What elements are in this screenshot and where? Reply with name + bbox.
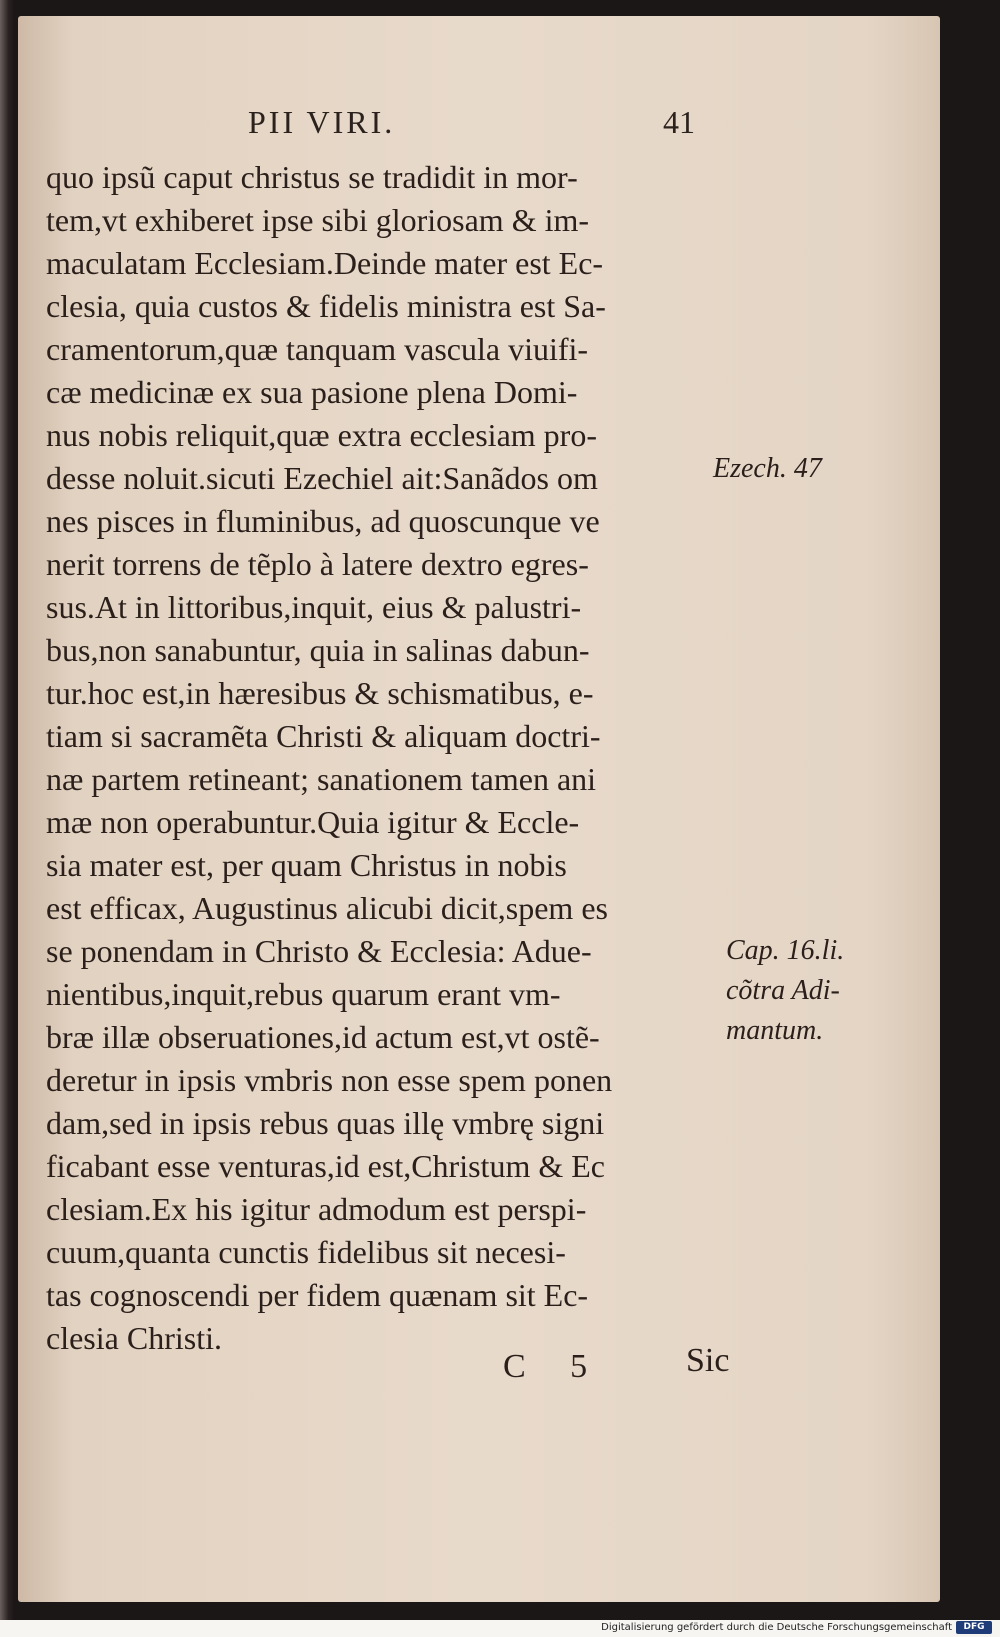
text-line: nerit torrens de tẽplo à latere dextro egres- [46,546,589,582]
text-line: dam,sed in ipsis rebus quas illę vmbrę signi [46,1105,605,1141]
text-line: se ponendam in Christo & Ecclesia: Adue- [46,933,592,969]
text-line: tas cognoscendi per fidem quænam sit Ec- [46,1277,589,1313]
text-line: ficabant esse venturas,id est,Christum & Ec [46,1148,605,1184]
funding-credit: Digitalisierung gefördert durch die Deutsche Forschungsgemeinschaft [601,1622,952,1633]
text-line: sus.At in littoribus,inquit, eius & palustri- [46,589,582,625]
signature-mark: C 5 [503,1348,606,1385]
margin-note-augustine [726,931,844,1051]
dfg-logo: DFG [956,1621,992,1634]
text-line: est efficax, Augustinus alicubi dicit,spem es [46,890,608,926]
text-line: sia mater est, per quam Christus in nobis [46,847,567,883]
text-line: clesia, quia custos & fidelis ministra est Sa- [46,288,606,324]
text-line: maculatam Ecclesiam.Deinde mater est Ec- [46,245,604,281]
margin-note-line: cõtra Adi- [726,975,840,1006]
text-line: tem,vt exhiberet ipse sibi gloriosam & im- [46,202,590,238]
text-line: clesiam.Ex his igitur admodum est perspi- [46,1191,587,1227]
text-line: bræ illæ obseruationes,id actum est,vt ostẽ- [46,1019,600,1055]
text-line: nes pisces in fluminibus, ad quoscunque ve [46,503,600,539]
margin-note-ezechiel: Ezech. 47 [713,453,822,484]
text-line: desse noluit.sicuti Ezechiel ait:Sanãdos om [46,460,598,496]
body-text [46,156,736,1360]
text-line: tur.hoc est,in hæresibus & schismatibus, e- [46,675,594,711]
text-line: tiam si sacramẽta Christi & aliquam doctri- [46,718,601,754]
text-line: cuum,quanta cunctis fidelibus sit necesi- [46,1234,566,1270]
page-number: 41 [663,104,695,140]
text-line: nus nobis reliquit,quæ extra ecclesiam pro- [46,417,597,453]
text-line: cæ medicinæ ex sua pasione plena Domi- [46,374,578,410]
text-line: nientibus,inquit,rebus quarum erant vm- [46,976,561,1012]
text-line: næ partem retineant; sanationem tamen ani [46,761,597,797]
text-line: quo ipsũ caput christus se tradidit in mor- [46,159,578,195]
book-page [18,16,940,1602]
running-head: PII VIRI. [248,104,396,140]
text-line: cramentorum,quæ tanquam vascula viuifi- [46,331,589,367]
text-line: clesia Christi. [46,1320,222,1356]
catchword: Sic [686,1342,730,1379]
text-line: mæ non operabuntur.Quia igitur & Eccle- [46,804,580,840]
margin-note-line: mantum. [726,1015,824,1046]
margin-note-line: Cap. 16.li. [726,935,845,966]
text-line: bus,non sanabuntur, quia in salinas dabun- [46,632,590,668]
binding-edge [0,0,14,1620]
text-line: deretur in ipsis vmbris non esse spem ponen [46,1062,613,1098]
